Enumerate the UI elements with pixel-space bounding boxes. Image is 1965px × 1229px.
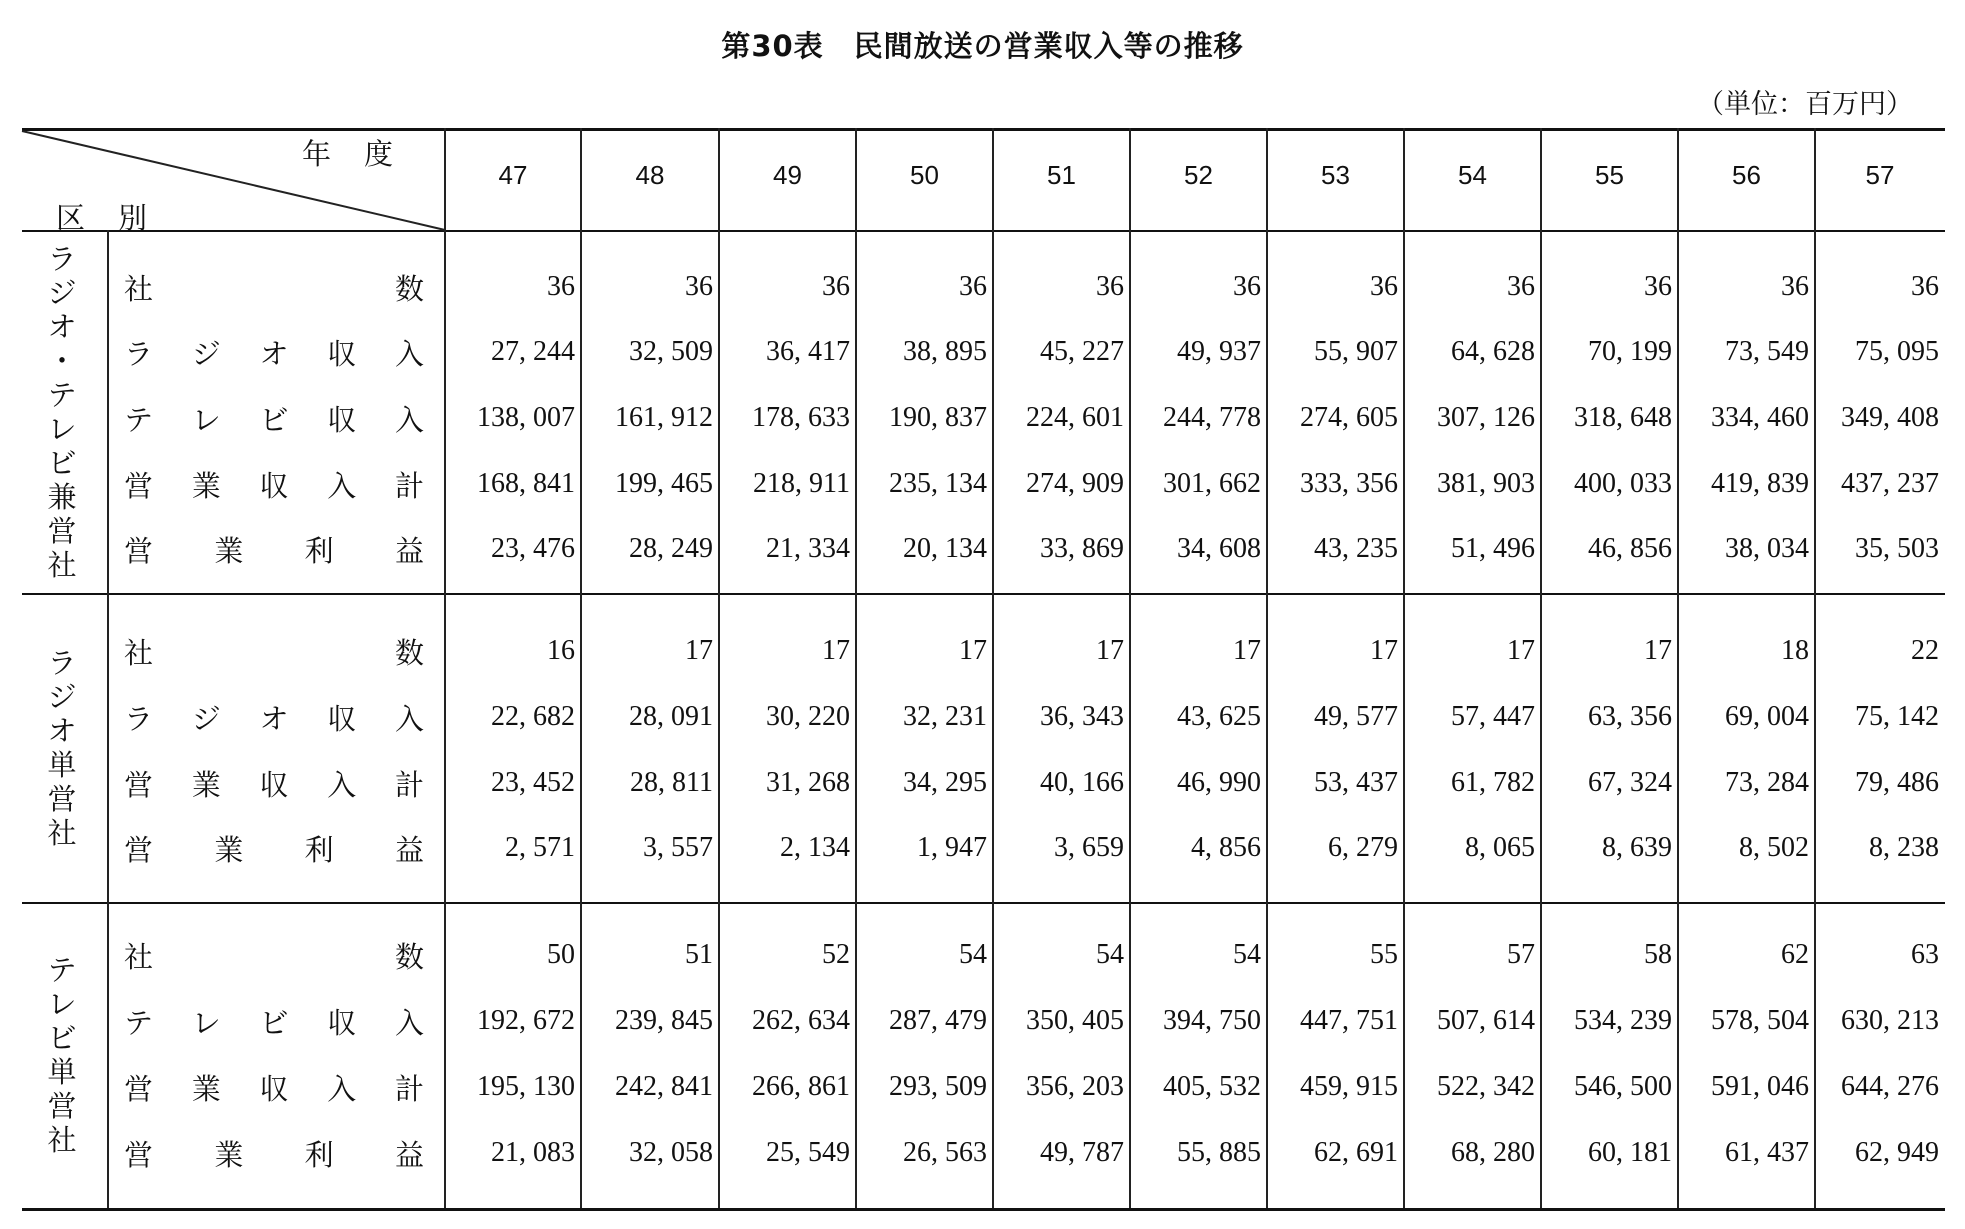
- table-cell: 36: [1644, 271, 1672, 302]
- table-cell: 32, 058: [629, 1137, 713, 1168]
- table-cell: 591, 046: [1711, 1071, 1809, 1102]
- table-cell: 68, 280: [1451, 1137, 1535, 1168]
- table-cell: 40, 166: [1040, 767, 1124, 798]
- table-cell: 36: [1507, 271, 1535, 302]
- table-cell: 49, 787: [1040, 1137, 1124, 1168]
- table-cell: 161, 912: [615, 402, 713, 433]
- row-label: 営 業 収 入 計: [124, 468, 424, 503]
- table-cell: 46, 856: [1588, 533, 1672, 564]
- table-cell: 26, 563: [903, 1137, 987, 1168]
- table-cell: 43, 235: [1314, 533, 1398, 564]
- table-cell: 34, 608: [1177, 533, 1261, 564]
- table-cell: 3, 659: [1054, 832, 1124, 863]
- year-header: 47: [498, 160, 528, 190]
- table-cell: 54: [1096, 939, 1124, 970]
- table-cell: 17: [1233, 635, 1261, 666]
- table-cell: 630, 213: [1841, 1005, 1939, 1036]
- table-cell: 224, 601: [1026, 402, 1124, 433]
- row-label: 営 業 収 入 計: [124, 1071, 424, 1106]
- table-cell: 60, 181: [1588, 1137, 1672, 1168]
- table-cell: 36: [547, 271, 575, 302]
- table-cell: 21, 083: [491, 1137, 575, 1168]
- table-cell: 400, 033: [1574, 468, 1672, 499]
- year-header: 50: [910, 160, 939, 190]
- table-cell: 21, 334: [766, 533, 850, 564]
- table-cell: 2, 134: [780, 832, 850, 863]
- table-cell: 75, 142: [1855, 701, 1939, 732]
- table-cell: 239, 845: [615, 1005, 713, 1036]
- table-cell: 36: [1370, 271, 1398, 302]
- table-cell: 62, 949: [1855, 1137, 1939, 1168]
- table-cell: 28, 249: [629, 533, 713, 564]
- table-cell: 350, 405: [1026, 1005, 1124, 1036]
- table-cell: 3, 557: [643, 832, 713, 863]
- table-cell: 36: [685, 271, 713, 302]
- group-label: ラ ジ オ 単 営 社: [47, 645, 77, 850]
- year-header: 52: [1184, 160, 1213, 190]
- row-label: 社 数: [124, 939, 424, 974]
- table-cell: 36: [959, 271, 987, 302]
- table-cell: 18: [1781, 635, 1809, 666]
- table-cell: 55: [1370, 939, 1398, 970]
- table-cell: 51: [685, 939, 713, 970]
- table-cell: 20, 134: [903, 533, 987, 564]
- row-label: ラ ジ オ 収 入: [124, 701, 424, 736]
- table-cell: 34, 295: [903, 767, 987, 798]
- table-cell: 30, 220: [766, 701, 850, 732]
- table-cell: 644, 276: [1841, 1071, 1939, 1102]
- group-label: テ レ ビ 単 営 社: [47, 953, 77, 1157]
- year-header: 54: [1458, 160, 1487, 190]
- table-cell: 334, 460: [1711, 402, 1809, 433]
- group-label: ラ ジ オ ・ テ レ ビ 兼 営 社: [47, 241, 77, 582]
- table-cell: 36, 343: [1040, 701, 1124, 732]
- table-title: 第30表 民間放送の営業収入等の推移: [721, 29, 1244, 63]
- table-cell: 437, 237: [1841, 468, 1939, 499]
- table-cell: 49, 577: [1314, 701, 1398, 732]
- row-label: テ レ ビ 収 入: [124, 402, 424, 437]
- table-cell: 32, 509: [629, 336, 713, 367]
- year-header: 48: [635, 160, 665, 190]
- table-cell: 36, 417: [766, 336, 850, 367]
- row-label: 社 数: [124, 635, 424, 670]
- table-cell: 79, 486: [1855, 767, 1939, 798]
- table-cell: 507, 614: [1437, 1005, 1535, 1036]
- table-cell: 6, 279: [1328, 832, 1398, 863]
- table-cell: 38, 034: [1725, 533, 1809, 564]
- table-cell: 8, 639: [1602, 832, 1672, 863]
- table-cell: 50: [547, 939, 575, 970]
- table-cell: 55, 907: [1314, 336, 1398, 367]
- table-cell: 459, 915: [1300, 1071, 1398, 1102]
- table-cell: 54: [959, 939, 987, 970]
- table-cell: 69, 004: [1725, 701, 1809, 732]
- table-cell: 17: [822, 635, 850, 666]
- year-header: 51: [1047, 160, 1076, 190]
- table-cell: 293, 509: [889, 1071, 987, 1102]
- table-cell: 195, 130: [477, 1071, 575, 1102]
- table-cell: 43, 625: [1177, 701, 1261, 732]
- table-cell: 534, 239: [1574, 1005, 1672, 1036]
- year-header: 56: [1732, 160, 1761, 190]
- table-cell: 63: [1911, 939, 1939, 970]
- table-cell: 17: [1096, 635, 1124, 666]
- table-cell: 168, 841: [477, 468, 575, 499]
- table-cell: 1, 947: [917, 832, 987, 863]
- table-cell: 73, 284: [1725, 767, 1809, 798]
- table-cell: 33, 869: [1040, 533, 1124, 564]
- table-cell: 307, 126: [1437, 402, 1535, 433]
- table-cell: 61, 782: [1451, 767, 1535, 798]
- table-cell: 262, 634: [752, 1005, 850, 1036]
- row-label: 営 業 利 益: [124, 832, 424, 867]
- table-cell: 17: [1644, 635, 1672, 666]
- table-cell: 17: [685, 635, 713, 666]
- table-cell: 52: [822, 939, 850, 970]
- year-header: 57: [1865, 160, 1895, 190]
- table-cell: 287, 479: [889, 1005, 987, 1036]
- table-cell: 218, 911: [753, 468, 850, 499]
- table-cell: 578, 504: [1711, 1005, 1809, 1036]
- table-cell: 22, 682: [491, 701, 575, 732]
- table-cell: 419, 839: [1711, 468, 1809, 499]
- table-cell: 17: [1370, 635, 1398, 666]
- table-cell: 190, 837: [889, 402, 987, 433]
- table-cell: 394, 750: [1163, 1005, 1261, 1036]
- table-cell: 28, 091: [629, 701, 713, 732]
- table-cell: 36: [1911, 271, 1939, 302]
- table-cell: 17: [1507, 635, 1535, 666]
- table-cell: 381, 903: [1437, 468, 1535, 499]
- table-cell: 8, 238: [1869, 832, 1939, 863]
- table-cell: 25, 549: [766, 1137, 850, 1168]
- table-cell: 36: [822, 271, 850, 302]
- table-cell: 58: [1644, 939, 1672, 970]
- table-cell: 27, 244: [491, 336, 575, 367]
- table-cell: 51, 496: [1451, 533, 1535, 564]
- table-cell: 57: [1507, 939, 1535, 970]
- table-cell: 235, 134: [889, 468, 987, 499]
- table-cell: 35, 503: [1855, 533, 1939, 564]
- header-year-label: 年 度: [302, 137, 396, 171]
- year-header: 53: [1321, 160, 1350, 190]
- table-cell: 57, 447: [1451, 701, 1535, 732]
- table-cell: 8, 065: [1465, 832, 1535, 863]
- table-cell: 49, 937: [1177, 336, 1261, 367]
- table-cell: 522, 342: [1437, 1071, 1535, 1102]
- table-cell: 38, 895: [903, 336, 987, 367]
- row-label: 営 業 収 入 計: [124, 767, 424, 802]
- table-cell: 55, 885: [1177, 1137, 1261, 1168]
- table-cell: 356, 203: [1026, 1071, 1124, 1102]
- table-cell: 22: [1911, 635, 1939, 666]
- year-header: 49: [773, 160, 802, 190]
- table-cell: 36: [1096, 271, 1124, 302]
- table-cell: 178, 633: [752, 402, 850, 433]
- table-cell: 36: [1781, 271, 1809, 302]
- table-cell: 318, 648: [1574, 402, 1672, 433]
- row-label: 社 数: [124, 271, 424, 306]
- table-cell: 31, 268: [766, 767, 850, 798]
- table-cell: 301, 662: [1163, 468, 1261, 499]
- table-cell: 274, 605: [1300, 402, 1398, 433]
- table-cell: 405, 532: [1163, 1071, 1261, 1102]
- table-cell: 23, 452: [491, 767, 575, 798]
- table-cell: 28, 811: [630, 767, 713, 798]
- table-cell: 349, 408: [1841, 402, 1939, 433]
- table-cell: 32, 231: [903, 701, 987, 732]
- table-cell: 244, 778: [1163, 402, 1261, 433]
- table-cell: 46, 990: [1177, 767, 1261, 798]
- table-cell: 192, 672: [477, 1005, 575, 1036]
- table-cell: 45, 227: [1040, 336, 1124, 367]
- table-cell: 23, 476: [491, 533, 575, 564]
- table-cell: 54: [1233, 939, 1261, 970]
- table-cell: 36: [1233, 271, 1261, 302]
- table-cell: 61, 437: [1725, 1137, 1809, 1168]
- table-cell: 75, 095: [1855, 336, 1939, 367]
- table-cell: 62, 691: [1314, 1137, 1398, 1168]
- table-cell: 4, 856: [1191, 832, 1261, 863]
- table-cell: 73, 549: [1725, 336, 1809, 367]
- row-label: ラ ジ オ 収 入: [124, 336, 424, 371]
- table-cell: 8, 502: [1739, 832, 1809, 863]
- table-cell: 17: [959, 635, 987, 666]
- table-cell: 64, 628: [1451, 336, 1535, 367]
- table-cell: 199, 465: [615, 468, 713, 499]
- row-label: テ レ ビ 収 入: [124, 1005, 424, 1040]
- table-cell: 53, 437: [1314, 767, 1398, 798]
- year-header: 55: [1595, 160, 1624, 190]
- table-cell: 138, 007: [477, 402, 575, 433]
- table-cell: 16: [547, 635, 575, 666]
- header-category-label: 区 別: [56, 201, 150, 235]
- table-cell: 274, 909: [1026, 468, 1124, 499]
- table-cell: 546, 500: [1574, 1071, 1672, 1102]
- table-cell: 2, 571: [505, 832, 575, 863]
- table-cell: 242, 841: [615, 1071, 713, 1102]
- table-cell: 63, 356: [1588, 701, 1672, 732]
- row-label: 営 業 利 益: [124, 1137, 424, 1172]
- table-cell: 62: [1781, 939, 1809, 970]
- table-cell: 333, 356: [1300, 468, 1398, 499]
- table-cell: 447, 751: [1300, 1005, 1398, 1036]
- table-cell: 70, 199: [1588, 336, 1672, 367]
- table-cell: 266, 861: [752, 1071, 850, 1102]
- unit-label: （単位：百万円）: [1697, 89, 1913, 120]
- table-cell: 67, 324: [1588, 767, 1672, 798]
- row-label: 営 業 利 益: [124, 533, 424, 568]
